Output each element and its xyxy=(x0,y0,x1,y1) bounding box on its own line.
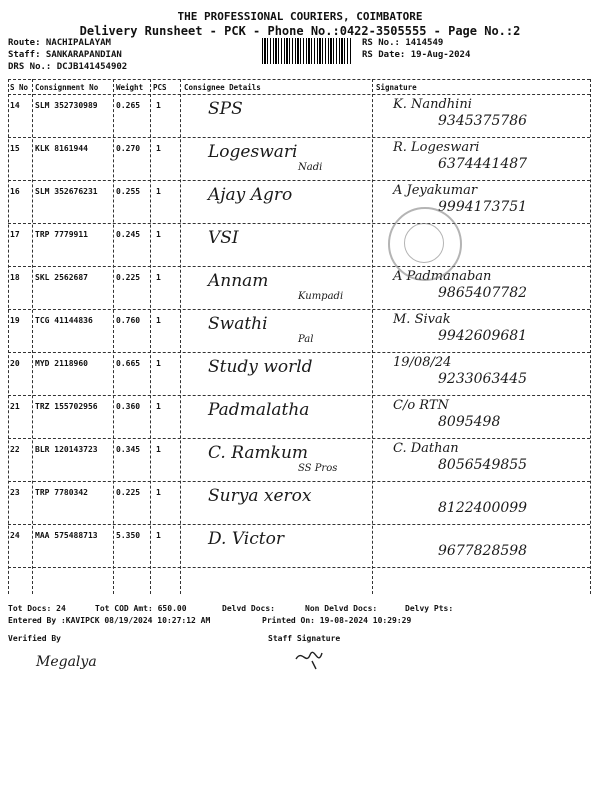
total-docs: Tot Docs: 24 xyxy=(8,604,66,613)
entered-by: Entered By :KAVIPCK 08/19/2024 10:27:12 AM xyxy=(8,616,211,625)
receiver-signature: M. Sivak xyxy=(393,312,451,327)
cell-pcs: 1 xyxy=(156,402,161,411)
cell-weight: 0.245 xyxy=(116,230,141,239)
consignee-handwriting-extra: Nadi xyxy=(298,162,323,173)
receiver-phone: 9677828598 xyxy=(438,543,528,559)
cell-weight: 0.265 xyxy=(116,101,141,110)
drs-number: DRS No.: DCJB141454902 xyxy=(8,62,128,72)
consignee-handwriting: C. Ramkum xyxy=(208,443,309,463)
row-divider xyxy=(8,567,590,568)
cell-pcs: 1 xyxy=(156,101,161,110)
receiver-phone: 9233063445 xyxy=(438,371,528,387)
col-header-consignment: Consignment No xyxy=(35,83,99,92)
cell-consignment-no: TRP 7780342 xyxy=(35,488,88,497)
runsheet-subtitle: Delivery Runsheet - PCK - Phone No.:0422-3505555 - Page No.:2 xyxy=(79,24,521,38)
col-header-consignee: Consignee Details xyxy=(184,83,261,92)
cell-weight: 0.270 xyxy=(116,144,141,153)
consignee-handwriting: Annam xyxy=(208,271,269,291)
table-row xyxy=(8,224,590,267)
receiver-phone: 8122400099 xyxy=(438,500,528,516)
cell-pcs: 1 xyxy=(156,445,161,454)
table-row xyxy=(8,353,590,396)
staff-label: Staff: SANKARAPANDIAN xyxy=(8,50,122,60)
cell-sno: 14 xyxy=(10,101,20,110)
consignee-handwriting: D. Victor xyxy=(208,529,284,549)
table-row xyxy=(8,439,590,482)
table-row xyxy=(8,525,590,568)
table-row xyxy=(8,267,590,310)
consignee-handwriting-extra: Pal xyxy=(298,334,314,345)
route-label: Route: NACHIPALAYAM xyxy=(8,38,111,48)
consignee-handwriting: Study world xyxy=(208,357,313,377)
staff-signature-label: Staff Signature xyxy=(268,634,341,643)
consignee-handwriting: Logeswari xyxy=(208,142,298,162)
col-header-weight: Weight xyxy=(116,83,144,92)
cell-consignment-no: KLK 8161944 xyxy=(35,144,88,153)
cell-sno: 15 xyxy=(10,144,20,153)
table-row xyxy=(8,138,590,181)
company-stamp xyxy=(388,207,462,281)
delivery-points: Delvy Pts: xyxy=(405,604,454,613)
receiver-phone: 9942609681 xyxy=(438,328,528,344)
cell-sno: 22 xyxy=(10,445,20,454)
receiver-phone: 9865407782 xyxy=(438,285,528,301)
barcode-image xyxy=(262,38,352,64)
cell-sno: 24 xyxy=(10,531,20,540)
receiver-signature: 19/08/24 xyxy=(393,355,452,370)
consignee-handwriting-extra: SS Pros xyxy=(298,463,338,474)
column-divider xyxy=(590,79,591,594)
cell-consignment-no: MAA 575488713 xyxy=(35,531,98,540)
delivered-docs: Delvd Docs: xyxy=(222,604,275,613)
receiver-phone: 9994173751 xyxy=(438,199,528,215)
cell-weight: 5.350 xyxy=(116,531,141,540)
cell-weight: 0.225 xyxy=(116,273,141,282)
company-title: THE PROFESSIONAL COURIERS, COIMBATORE xyxy=(177,10,423,23)
total-cod-amount: Tot COD Amt: 650.00 xyxy=(95,604,187,613)
consignee-handwriting: Surya xerox xyxy=(208,486,312,506)
cell-pcs: 1 xyxy=(156,531,161,540)
receiver-signature: C. Dathan xyxy=(393,441,459,456)
cell-pcs: 1 xyxy=(156,273,161,282)
receiver-phone: 8095498 xyxy=(438,414,501,430)
cell-weight: 0.760 xyxy=(116,316,141,325)
receiver-signature: C/o RTN xyxy=(393,398,449,413)
rs-date: RS Date: 19-Aug-2024 xyxy=(362,50,471,60)
non-delivered-docs: Non Delvd Docs: xyxy=(305,604,378,613)
receiver-signature: R. Logeswari xyxy=(393,140,480,155)
cell-consignment-no: TCG 41144836 xyxy=(35,316,93,325)
cell-weight: 0.665 xyxy=(116,359,141,368)
receiver-signature: K. Nandhini xyxy=(393,97,472,112)
cell-sno: 16 xyxy=(10,187,20,196)
cell-pcs: 1 xyxy=(156,488,161,497)
cell-sno: 21 xyxy=(10,402,20,411)
table-row xyxy=(8,482,590,525)
cell-sno: 18 xyxy=(10,273,20,282)
table-row xyxy=(8,396,590,439)
col-header-signature: Signature xyxy=(376,83,417,92)
cell-consignment-no: MYD 2118960 xyxy=(35,359,88,368)
cell-weight: 0.345 xyxy=(116,445,141,454)
cell-sno: 20 xyxy=(10,359,20,368)
cell-consignment-no: SLM 352730989 xyxy=(35,101,98,110)
cell-weight: 0.360 xyxy=(116,402,141,411)
consignee-handwriting: SPS xyxy=(208,99,243,119)
consignee-handwriting: Ajay Agro xyxy=(208,185,293,205)
cell-pcs: 1 xyxy=(156,359,161,368)
cell-pcs: 1 xyxy=(156,230,161,239)
receiver-signature: A Jeyakumar xyxy=(393,183,478,198)
printed-on: Printed On: 19-08-2024 10:29:29 xyxy=(262,616,412,625)
cell-sno: 19 xyxy=(10,316,20,325)
stamp-inner-ring xyxy=(404,223,444,263)
verifier-signature: Megalya xyxy=(36,654,97,670)
cell-pcs: 1 xyxy=(156,187,161,196)
cell-consignment-no: TRZ 155702956 xyxy=(35,402,98,411)
receiver-phone: 8056549855 xyxy=(438,457,528,473)
receiver-signature: A Padmanaban xyxy=(393,269,492,284)
table-row xyxy=(8,181,590,224)
col-header-pcs: PCS xyxy=(153,83,167,92)
cell-sno: 23 xyxy=(10,488,20,497)
table-row xyxy=(8,95,590,138)
consignee-handwriting-extra: Kumpadi xyxy=(298,291,344,302)
consignee-handwriting: Padmalatha xyxy=(208,400,310,420)
col-header-sno: S No xyxy=(10,83,29,92)
rs-number: RS No.: 1414549 xyxy=(362,38,444,48)
cell-pcs: 1 xyxy=(156,144,161,153)
cell-pcs: 1 xyxy=(156,316,161,325)
consignee-handwriting: Swathi xyxy=(208,314,268,334)
cell-consignment-no: BLR 120143723 xyxy=(35,445,98,454)
table-row xyxy=(8,310,590,353)
table-top-rule xyxy=(8,79,590,80)
cell-consignment-no: SLM 352676231 xyxy=(35,187,98,196)
verified-by-label: Verified By xyxy=(8,634,61,643)
receiver-phone: 6374441487 xyxy=(438,156,528,172)
cell-consignment-no: SKL 2562687 xyxy=(35,273,88,282)
staff-signature-scribble xyxy=(292,645,332,671)
cell-sno: 17 xyxy=(10,230,20,239)
consignee-handwriting: VSI xyxy=(208,228,239,248)
receiver-phone: 9345375786 xyxy=(438,113,528,129)
cell-consignment-no: TRP 7779911 xyxy=(35,230,88,239)
cell-weight: 0.225 xyxy=(116,488,141,497)
cell-weight: 0.255 xyxy=(116,187,141,196)
